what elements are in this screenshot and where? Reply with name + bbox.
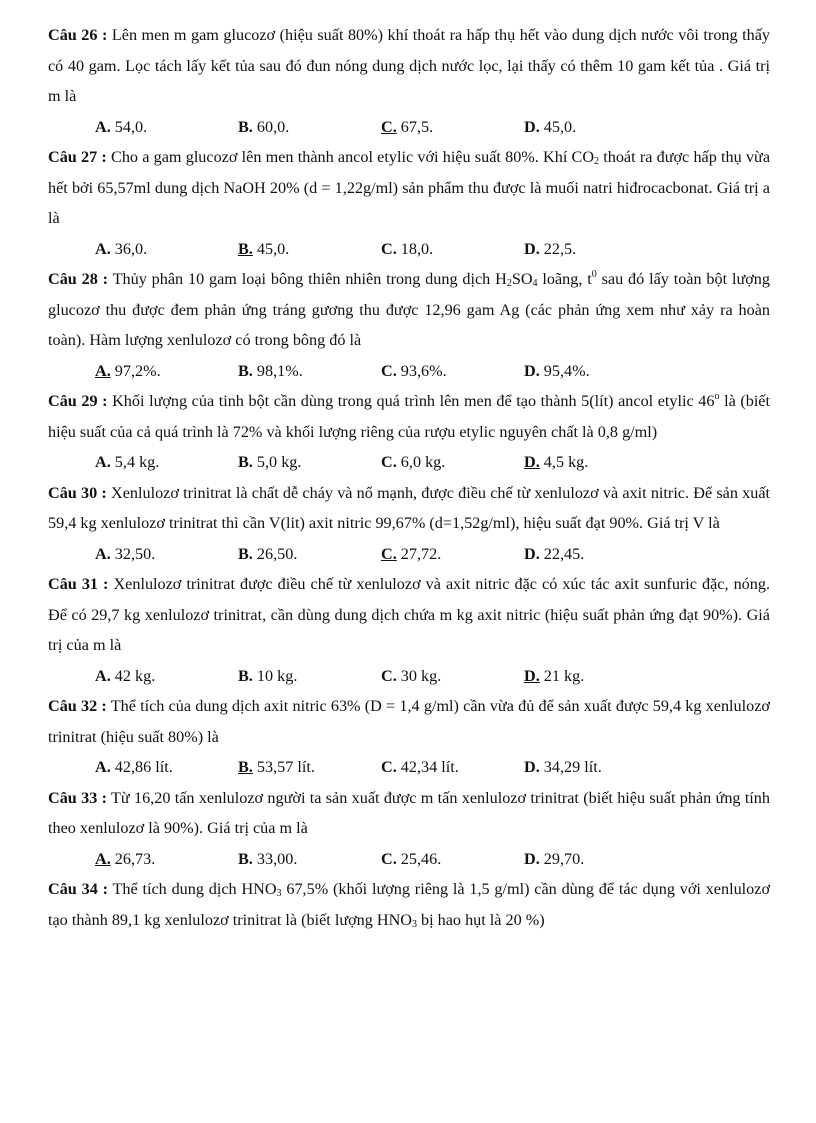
answer-value: 93,6%. xyxy=(396,361,447,380)
question-label: Câu 27 : xyxy=(48,148,107,166)
answer-value: 29,70. xyxy=(539,849,585,868)
question-text: Lên men m gam glucozơ (hiệu suất 80%) khí thoát ra hấp thụ hết vào dung dịch nước vôi trong thấy có 40 gam. Lọc tách lấy kết tủa sau đó đun nóng dung dịch nước lọc, lại thấy có thêm 10 gam kết tủa . Giá trị m là xyxy=(48,26,770,105)
question-text: loãng, t xyxy=(537,270,592,288)
answer-option-a xyxy=(95,234,238,265)
answer-option-a xyxy=(95,356,238,387)
question-block xyxy=(48,691,770,783)
answer-value: 54,0. xyxy=(110,117,148,136)
answer-value: 26,50. xyxy=(252,544,298,563)
answer-option-a xyxy=(95,661,238,692)
answer-letter: A. xyxy=(95,544,111,563)
subscript: 2 xyxy=(594,156,600,167)
question-text: Cho a gam glucozơ lên men thành ancol etylic với hiệu suất 80%. Khí CO xyxy=(106,148,595,166)
answer-options xyxy=(48,661,770,692)
answer-letter: C. xyxy=(381,361,397,380)
answer-letter: D. xyxy=(524,117,540,136)
answer-value: 26,73. xyxy=(110,849,156,868)
answer-letter: D. xyxy=(524,758,540,776)
answer-value: 6,0 kg. xyxy=(396,453,446,471)
answer-option-d xyxy=(524,112,667,143)
answer-value: 42 kg. xyxy=(110,666,156,685)
answer-option-b xyxy=(238,447,381,478)
answer-letter: C. xyxy=(381,849,397,868)
question-text: Khối lượng của tinh bột cần dùng trong quá trình lên men để tạo thành 5(lít) ancol etylic 46 xyxy=(107,392,715,410)
document-page xyxy=(48,20,770,935)
answer-options xyxy=(48,234,770,265)
answer-letter: C. xyxy=(381,453,397,471)
question-stem xyxy=(48,264,770,356)
answer-letter: A. xyxy=(95,453,111,471)
answer-options xyxy=(48,447,770,478)
answer-letter: B. xyxy=(238,849,253,868)
question-label: Câu 26 : xyxy=(48,26,108,44)
answer-option-d xyxy=(524,539,667,570)
answer-option-c xyxy=(381,539,524,570)
answer-value: 34,29 lít. xyxy=(539,758,602,776)
answer-letter: D. xyxy=(524,239,540,258)
answer-value: 95,4%. xyxy=(539,361,590,380)
subscript: 3 xyxy=(276,888,282,899)
answer-letter: A. xyxy=(95,361,111,380)
question-text: thoát ra được hấp thụ vừa hết bởi 65,57ml dung dịch NaOH 20% (d = 1,22g/ml) sản phẩm thu được là muối natri hiđrocacbonat. Giá trị a là xyxy=(48,148,770,227)
question-text: bị hao hụt là 20 %) xyxy=(416,910,545,929)
answer-options xyxy=(48,539,770,570)
answer-value: 97,2%. xyxy=(110,361,161,380)
answer-option-d xyxy=(524,447,667,478)
answer-option-a xyxy=(95,447,238,478)
answer-letter: C. xyxy=(381,666,397,685)
question-text: sau đó lấy toàn bột lượng glucozơ thu được đem phản ứng tráng gương thu được 12,96 gam Ag (các phản ứng xem như xảy ra hoàn toàn). Hàm lượng xenlulozơ có trong bông đó là xyxy=(48,270,770,349)
answer-value: 53,57 lít. xyxy=(252,758,315,776)
question-block xyxy=(48,569,770,691)
answer-value: 32,50. xyxy=(110,544,156,563)
answer-letter: D. xyxy=(524,849,540,868)
answer-value: 21 kg. xyxy=(539,666,585,685)
answer-letter: A. xyxy=(95,117,111,136)
question-block xyxy=(48,142,770,264)
answer-option-b xyxy=(238,234,381,265)
answer-letter: C. xyxy=(381,117,397,136)
answer-value: 5,0 kg. xyxy=(252,453,302,471)
answer-value: 60,0. xyxy=(252,117,290,136)
answer-letter: A. xyxy=(95,849,111,868)
subscript: 3 xyxy=(411,918,417,930)
answer-option-c xyxy=(381,234,524,265)
answer-value: 4,5 kg. xyxy=(539,453,589,471)
question-stem xyxy=(48,20,770,112)
answer-value: 42,34 lít. xyxy=(396,758,459,776)
answer-value: 42,86 lít. xyxy=(110,758,173,776)
question-label: Câu 33 : xyxy=(48,788,107,807)
answer-option-c xyxy=(381,661,524,692)
answer-letter: B. xyxy=(238,453,253,471)
answer-option-b xyxy=(238,844,381,875)
answer-value: 45,0. xyxy=(252,239,290,258)
question-block xyxy=(48,386,770,478)
answer-option-a xyxy=(95,752,238,783)
answer-value: 18,0. xyxy=(396,239,434,258)
answer-option-d xyxy=(524,234,667,265)
question-stem xyxy=(48,569,770,661)
answer-value: 22,5. xyxy=(539,239,577,258)
answer-letter: B. xyxy=(238,361,253,380)
answer-option-c xyxy=(381,752,524,783)
question-text: Thủy phân 10 gam loại bông thiên nhiên trong dung dịch H xyxy=(108,270,507,288)
answer-letter: B. xyxy=(238,239,253,258)
question-label: Câu 29 : xyxy=(48,392,108,410)
answer-value: 30 kg. xyxy=(396,666,442,685)
answer-option-c xyxy=(381,112,524,143)
question-label: Câu 31 : xyxy=(48,575,109,593)
answer-letter: C. xyxy=(381,544,397,563)
answer-letter: D. xyxy=(524,453,540,471)
answer-value: 5,4 kg. xyxy=(110,453,160,471)
answer-letter: B. xyxy=(238,117,253,136)
question-text: Từ 16,20 tấn xenlulozơ người ta sản xuất được m tấn xenlulozơ trinitrat (biết hiệu suất phản ứng tính theo xenlulozơ là 90%). Giá trị của m là xyxy=(48,788,770,837)
answer-letter: A. xyxy=(95,239,111,258)
answer-letter: B. xyxy=(238,544,253,563)
answer-option-b xyxy=(238,356,381,387)
answer-option-d xyxy=(524,661,667,692)
answer-value: 25,46. xyxy=(396,849,442,868)
answer-options xyxy=(48,844,770,875)
answer-option-b xyxy=(238,112,381,143)
answer-letter: D. xyxy=(524,666,540,685)
question-label: Câu 28 : xyxy=(48,270,109,288)
answer-value: 27,72. xyxy=(396,544,442,563)
question-block xyxy=(48,264,770,386)
answer-option-b xyxy=(238,539,381,570)
answer-option-a xyxy=(95,112,238,143)
answer-option-b xyxy=(238,752,381,783)
question-stem xyxy=(48,386,770,447)
question-stem xyxy=(48,478,770,539)
question-text: Thể tích dung dịch HNO xyxy=(108,880,277,898)
answer-option-d xyxy=(524,752,667,783)
question-stem xyxy=(48,691,770,752)
question-block xyxy=(48,20,770,142)
question-text: Xenlulozơ trinitrat là chất dễ cháy và nổ mạnh, được điều chế từ xenlulozơ và axit nitric. Để sản xuất 59,4 kg xenlulozơ trinitrat thì cần V(lit) axit nitric 99,67% (d=1,52g/ml), hiệu suất đạt 90%. Giá trị V là xyxy=(48,483,770,532)
question-label: Câu 34 : xyxy=(48,880,108,898)
answer-value: 67,5. xyxy=(396,117,434,136)
question-block xyxy=(48,478,770,570)
answer-option-a xyxy=(95,539,238,570)
answer-letter: B. xyxy=(238,758,253,776)
answer-options xyxy=(48,356,770,387)
question-stem xyxy=(48,874,770,935)
answer-option-d xyxy=(524,356,667,387)
subscript: 4 xyxy=(532,278,538,289)
answer-option-a xyxy=(95,844,238,875)
answer-value: 98,1%. xyxy=(252,361,303,380)
question-text: Xenlulozơ trinitrat được điều chế từ xenlulozơ và axit nitric đặc có xúc tác axit sunfuric đặc, nóng. Để có 29,7 kg xenlulozơ trinitrat, cần dùng dung dịch chứa m kg axit nitric (hiệu suất phản ứng đạt 90%). Giá trị của m là xyxy=(48,575,770,654)
question-text: 67,5% (khối lượng riêng là 1,5 g/ml) cần dùng để tác dụng với xenlulozơ tạo thành 89,1 kg xenlulozơ trinitrat là (biết lượng HNO xyxy=(48,880,770,929)
answer-letter: B. xyxy=(238,666,253,685)
answer-letter: C. xyxy=(381,758,397,776)
question-text: SO xyxy=(511,270,533,288)
answer-letter: D. xyxy=(524,544,540,563)
answer-options xyxy=(48,112,770,143)
subscript: 2 xyxy=(506,278,512,289)
question-text: Thể tích của dung dịch axit nitric 63% (D = 1,4 g/ml) cần vừa đủ để sản xuất được 59,4 kg xenlulozơ trinitrat (hiệu suất 80%) là xyxy=(48,697,770,746)
answer-value: 36,0. xyxy=(110,239,148,258)
answer-value: 33,00. xyxy=(252,849,298,868)
answer-option-b xyxy=(238,661,381,692)
question-block xyxy=(48,783,770,875)
question-label: Câu 32 : xyxy=(48,697,107,715)
answer-option-c xyxy=(381,844,524,875)
answer-letter: A. xyxy=(95,666,111,685)
question-stem xyxy=(48,142,770,234)
answer-letter: A. xyxy=(95,758,111,776)
answer-option-c xyxy=(381,447,524,478)
question-text: là (biết hiệu suất của cả quá trình là 72% và khối lượng riêng của rượu etylic nguyên chất là 0,8 g/ml) xyxy=(48,392,770,441)
answer-option-c xyxy=(381,356,524,387)
question-block xyxy=(48,874,770,935)
superscript: o xyxy=(714,391,720,402)
answer-option-d xyxy=(524,844,667,875)
answer-letter: C. xyxy=(381,239,397,258)
answer-value: 45,0. xyxy=(539,117,577,136)
question-stem xyxy=(48,783,770,844)
question-label: Câu 30 : xyxy=(48,483,107,502)
answer-value: 22,45. xyxy=(539,544,585,563)
answer-value: 10 kg. xyxy=(252,666,298,685)
superscript: 0 xyxy=(591,269,597,280)
answer-letter: D. xyxy=(524,361,540,380)
answer-options xyxy=(48,752,770,783)
